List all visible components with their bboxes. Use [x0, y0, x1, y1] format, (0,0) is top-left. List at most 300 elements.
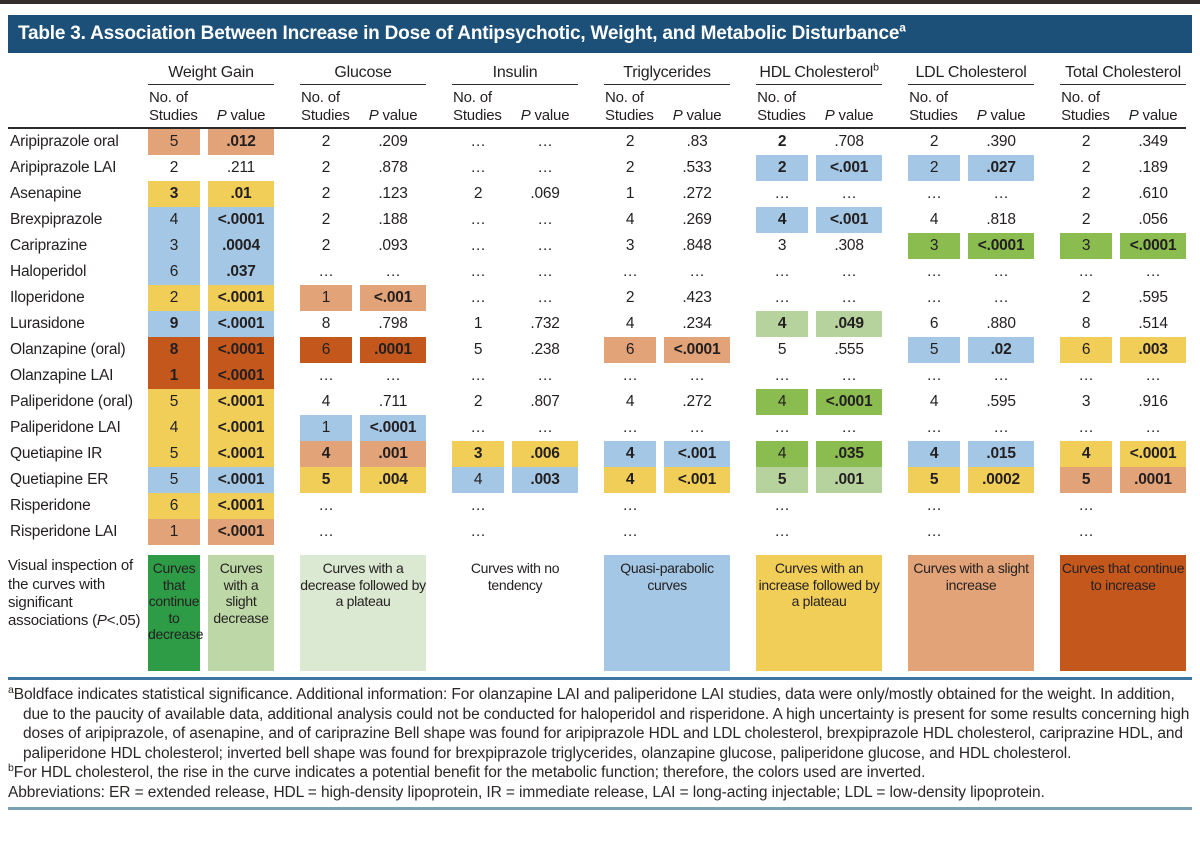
studies-cell: 2 — [929, 133, 939, 151]
studies-cell: … — [1078, 367, 1094, 385]
pvalue-cell: .012 — [208, 129, 274, 155]
studies-cell: … — [926, 523, 942, 541]
pvalue-cell: … — [385, 263, 401, 281]
pvalue-cell: … — [841, 419, 857, 437]
studies-cell: 3 — [908, 233, 960, 259]
studies-cell: 5 — [148, 389, 200, 415]
studies-cell: … — [470, 497, 486, 515]
studies-cell: 1 — [300, 415, 352, 441]
studies-cell: 9 — [148, 311, 200, 337]
footnote-b: $^b$For HDL cholesterol, the rise in the curve indicates a potential benefit for the metabolic function; therefore, the colors used are inverted. — [8, 762, 926, 782]
pvalue-cell: <.0001 — [208, 467, 274, 493]
pvalue-cell: <.0001 — [208, 285, 274, 311]
p-italic: P — [520, 107, 531, 125]
pvalue-cell: .272 — [682, 185, 712, 203]
studies-cell: … — [926, 367, 942, 385]
page-title: Table 3. Association Between Increase in Dose of Antipsychotic, Weight, and Metabolic Disturbance — [18, 23, 900, 44]
p-italic: P — [216, 107, 227, 125]
studies-cell: … — [1078, 497, 1094, 515]
studies-cell: … — [774, 263, 790, 281]
p-italic: P — [824, 107, 835, 125]
studies-cell: 5 — [148, 467, 200, 493]
bottom-rule — [8, 807, 1192, 810]
pvalue-cell: … — [537, 367, 553, 385]
pvalue-cell: .027 — [968, 155, 1034, 181]
studies-cell: 2 — [1081, 211, 1091, 229]
studies-cell: 2 — [625, 159, 635, 177]
pvalue-cell: <.0001 — [1120, 233, 1186, 259]
pvalue-cell: .234 — [682, 315, 712, 333]
drug-column-header — [8, 56, 148, 85]
pvalue-cell: .878 — [378, 159, 408, 177]
pvalue-cell: … — [537, 419, 553, 437]
studies-cell: 3 — [1081, 393, 1091, 411]
pvalue-cell: .188 — [378, 211, 408, 229]
studies-cell: 2 — [1081, 289, 1091, 307]
abbreviations-note: Abbreviations: ER = extended release, HDL = high-density lipoprotein, IR = immediate release, LAI = long-acting injectable; LDL = low-density lipoprotein. — [8, 783, 1045, 801]
pvalue-cell: <.0001 — [208, 311, 274, 337]
studies-cell: 2 — [777, 133, 787, 151]
studies-cell: … — [774, 185, 790, 203]
studies-cell: 5 — [756, 467, 808, 493]
pvalue-cell: .037 — [208, 259, 274, 285]
studies-cell: 2 — [756, 155, 808, 181]
pvalue-cell: <.0001 — [208, 207, 274, 233]
studies-cell: 8 — [148, 337, 200, 363]
studies-subheader: No. of Studies — [1061, 89, 1110, 124]
legend-row — [8, 555, 1186, 671]
pvalue-cell — [360, 519, 426, 545]
pvalue-cell: .555 — [834, 341, 864, 359]
subheader-row — [8, 85, 1186, 128]
pvalue-cell: … — [537, 159, 553, 177]
studies-cell: 6 — [604, 337, 656, 363]
studies-cell: 2 — [321, 211, 331, 229]
studies-cell: … — [470, 211, 486, 229]
p-italic: P — [976, 107, 987, 125]
table-row — [8, 155, 1186, 181]
pvalue-cell: .238 — [530, 341, 560, 359]
studies-cell: 6 — [1060, 337, 1112, 363]
studies-cell: 4 — [929, 211, 939, 229]
pvalue-cell: .711 — [378, 393, 408, 411]
studies-cell: 4 — [625, 211, 635, 229]
studies-cell: 3 — [625, 237, 635, 255]
pvalue-cell — [816, 493, 882, 519]
pvalue-cell: <.0001 — [208, 441, 274, 467]
pvalue-cell: … — [689, 419, 705, 437]
drug-name: Risperidone LAI — [10, 523, 118, 541]
studies-cell: 5 — [908, 467, 960, 493]
pvalue-cell: … — [993, 289, 1009, 307]
studies-cell: … — [774, 419, 790, 437]
drug-name: Risperidone — [10, 497, 91, 515]
studies-cell: 3 — [452, 441, 504, 467]
studies-cell: … — [470, 289, 486, 307]
pvalue-cell: .798 — [378, 315, 408, 333]
p-italic: P — [368, 107, 379, 125]
group-header-hdl-cholesterol: HDL Cholesterol$^b$ — [756, 56, 882, 85]
pvalue-cell: .015 — [968, 441, 1034, 467]
pvalue-cell: <.001 — [360, 285, 426, 311]
pvalue-cell: <.0001 — [208, 363, 274, 389]
studies-cell: … — [1078, 523, 1094, 541]
studies-cell: 6 — [148, 493, 200, 519]
studies-cell: 4 — [756, 389, 808, 415]
pvalue-subheader: P value — [1128, 107, 1178, 125]
group-header-triglycerides: Triglycerides — [604, 56, 730, 85]
studies-cell: 8 — [321, 315, 331, 333]
pvalue-cell: .0001 — [360, 337, 426, 363]
studies-cell: … — [774, 523, 790, 541]
footnote-a: $^a$Boldface indicates statistical significance. Additional information: For olanzapine LAI and paliperidone LAI studies, data were only/mostly obtained for the weight. In addition, due to the paucity of available data, additional analysis could not be conducted for haloperidol and risperidone. A high uncertainty is present for some results concerning high doses of aripiprazole, of asenapine, and of cariprazine Bell shape was found for aripiprazole HDL and LDL cholesterol, brexpiprazole HDL cholesterol, cariprazine HDL, and paliperidone HDL cholesterol; inverted bell shape was found for brexpiprazole triglycerides, olanzapine glucose, paliperidone glucose, and HDL cholesterol. — [8, 684, 1190, 762]
drug-name: Haloperidol — [10, 263, 87, 281]
studies-cell: 1 — [300, 285, 352, 311]
studies-cell: … — [774, 367, 790, 385]
studies-cell: 2 — [625, 133, 635, 151]
table-row — [8, 259, 1186, 285]
studies-cell: 1 — [148, 519, 200, 545]
studies-cell: … — [926, 497, 942, 515]
p-italic: P — [96, 612, 107, 630]
legend-cell: Curves with a slight decrease — [208, 555, 274, 671]
pvalue-cell: .848 — [682, 237, 712, 255]
pvalue-cell: .595 — [1138, 289, 1168, 307]
pvalue-cell: .83 — [686, 133, 708, 151]
studies-cell: 3 — [777, 237, 787, 255]
pvalue-cell: .0004 — [208, 233, 274, 259]
pvalue-cell: .0001 — [1120, 467, 1186, 493]
studies-cell: 4 — [604, 467, 656, 493]
table-row — [8, 493, 1186, 519]
studies-cell: 2 — [321, 133, 331, 151]
pvalue-cell: .818 — [986, 211, 1016, 229]
drug-name: Quetiapine ER — [10, 471, 109, 489]
pvalue-cell: … — [841, 289, 857, 307]
pvalue-cell — [968, 519, 1034, 545]
studies-cell: … — [622, 263, 638, 281]
pvalue-cell: … — [689, 367, 705, 385]
studies-cell: 4 — [1060, 441, 1112, 467]
legend-cell: Quasi-parabolic curves — [604, 555, 730, 671]
studies-cell: 4 — [756, 311, 808, 337]
pvalue-cell: … — [841, 185, 857, 203]
pvalue-cell: .514 — [1138, 315, 1168, 333]
pvalue-cell: .093 — [378, 237, 408, 255]
pvalue-cell: .595 — [986, 393, 1016, 411]
studies-cell: … — [622, 419, 638, 437]
studies-cell: 4 — [756, 207, 808, 233]
studies-cell: … — [470, 419, 486, 437]
drug-name: Lurasidone — [10, 315, 85, 333]
studies-cell: 1 — [473, 315, 483, 333]
studies-cell: … — [926, 289, 942, 307]
pvalue-cell — [512, 493, 578, 519]
title-superscript: a — [899, 20, 906, 35]
pvalue-cell: .308 — [834, 237, 864, 255]
pvalue-subheader: P value — [520, 107, 570, 125]
studies-cell: 5 — [908, 337, 960, 363]
group-header-row — [8, 56, 1186, 85]
pvalue-cell — [664, 519, 730, 545]
pvalue-cell: .533 — [682, 159, 712, 177]
legend-cell: Curves that continue to increase — [1060, 555, 1186, 671]
studies-cell: 4 — [625, 315, 635, 333]
legend-label: Visual inspection of the curves with significant associations (P<.05) — [8, 557, 141, 630]
studies-cell: 4 — [321, 393, 331, 411]
drug-name: Cariprazine — [10, 237, 88, 255]
pvalue-cell: .272 — [682, 393, 712, 411]
group-header-ldl-cholesterol: LDL Cholesterol — [908, 56, 1034, 85]
studies-cell: 2 — [1081, 133, 1091, 151]
pvalue-cell: .390 — [986, 133, 1016, 151]
studies-subheader: No. of Studies — [909, 89, 958, 124]
pvalue-cell: <.0001 — [208, 415, 274, 441]
pvalue-subheader: P value — [216, 107, 266, 125]
legend-gap — [8, 545, 1186, 555]
studies-cell: 2 — [908, 155, 960, 181]
studies-cell: … — [470, 263, 486, 281]
studies-cell: … — [318, 263, 334, 281]
studies-cell: 6 — [300, 337, 352, 363]
studies-cell: 1 — [625, 185, 635, 203]
pvalue-cell: .807 — [530, 393, 560, 411]
studies-cell: … — [926, 185, 942, 203]
pvalue-cell: … — [993, 185, 1009, 203]
drug-name: Aripiprazole oral — [10, 133, 119, 151]
pvalue-cell: .211 — [226, 159, 256, 177]
pvalue-cell: <.0001 — [664, 337, 730, 363]
pvalue-cell: <.0001 — [208, 493, 274, 519]
studies-cell: 5 — [300, 467, 352, 493]
pvalue-cell: .0002 — [968, 467, 1034, 493]
studies-subheader: No. of Studies — [605, 89, 654, 124]
studies-cell: 4 — [625, 393, 635, 411]
pvalue-cell — [968, 493, 1034, 519]
pvalue-subheader: P value — [824, 107, 874, 125]
studies-cell: … — [470, 133, 486, 151]
studies-cell: 4 — [452, 467, 504, 493]
table-row — [8, 181, 1186, 207]
group-header-weight-gain: Weight Gain — [148, 56, 274, 85]
pvalue-cell: .035 — [816, 441, 882, 467]
table-row — [8, 233, 1186, 259]
pvalue-cell: … — [537, 133, 553, 151]
studies-cell: 2 — [1081, 159, 1091, 177]
drug-name: Aripiprazole LAI — [10, 159, 117, 177]
pvalue-cell: … — [1145, 263, 1161, 281]
studies-cell: 6 — [929, 315, 939, 333]
drug-name: Paliperidone (oral) — [10, 393, 133, 411]
studies-cell: 4 — [148, 207, 200, 233]
pvalue-cell: <.001 — [816, 207, 882, 233]
pvalue-cell: <.0001 — [208, 389, 274, 415]
table-row — [8, 389, 1186, 415]
pvalue-cell — [1120, 519, 1186, 545]
studies-cell: … — [1078, 263, 1094, 281]
pvalue-cell: .003 — [1120, 337, 1186, 363]
pvalue-subheader: P value — [976, 107, 1026, 125]
pvalue-cell — [664, 493, 730, 519]
studies-cell: 4 — [604, 441, 656, 467]
pvalue-cell: .732 — [530, 315, 560, 333]
pvalue-cell: .004 — [360, 467, 426, 493]
legend-bottom-rule — [8, 677, 1192, 680]
pvalue-cell — [512, 519, 578, 545]
studies-subheader: No. of Studies — [301, 89, 350, 124]
pvalue-cell: <.0001 — [1120, 441, 1186, 467]
studies-cell: 5 — [148, 129, 200, 155]
table-row — [8, 129, 1186, 155]
studies-cell: … — [926, 419, 942, 437]
pvalue-cell: … — [537, 263, 553, 281]
studies-cell: 1 — [148, 363, 200, 389]
footnotes-section — [8, 685, 1192, 802]
pvalue-cell: .01 — [208, 181, 274, 207]
studies-cell: 2 — [321, 237, 331, 255]
metabolic-table — [8, 56, 1186, 671]
table-row — [8, 337, 1186, 363]
p-italic: P — [1128, 107, 1139, 125]
studies-cell: 2 — [321, 185, 331, 203]
pvalue-cell: .123 — [378, 185, 408, 203]
pvalue-cell: .003 — [512, 467, 578, 493]
pvalue-cell: .001 — [816, 467, 882, 493]
studies-cell: 4 — [929, 393, 939, 411]
pvalue-cell: … — [993, 263, 1009, 281]
studies-cell: 6 — [148, 259, 200, 285]
pvalue-cell: … — [1145, 419, 1161, 437]
studies-cell: 2 — [169, 159, 179, 177]
pvalue-cell: … — [537, 237, 553, 255]
pvalue-cell: .880 — [986, 315, 1016, 333]
pvalue-cell: .056 — [1138, 211, 1168, 229]
legend-cell: Curves that continue to decrease — [148, 555, 200, 671]
table-row — [8, 519, 1186, 545]
studies-cell: … — [470, 523, 486, 541]
pvalue-cell: .269 — [682, 211, 712, 229]
table-title-bar — [8, 15, 1192, 53]
table-row — [8, 467, 1186, 493]
studies-cell: 8 — [1081, 315, 1091, 333]
studies-cell: 2 — [473, 393, 483, 411]
p-italic: P — [672, 107, 683, 125]
pvalue-cell: … — [841, 263, 857, 281]
studies-cell: … — [774, 289, 790, 307]
pvalue-cell: … — [385, 367, 401, 385]
footnote-superscript: b — [8, 762, 14, 775]
pvalue-cell: … — [1145, 367, 1161, 385]
studies-cell: 2 — [148, 285, 200, 311]
pvalue-cell: <.0001 — [816, 389, 882, 415]
drug-name: Olanzapine (oral) — [10, 341, 126, 359]
pvalue-cell: <.001 — [664, 441, 730, 467]
studies-cell: 4 — [300, 441, 352, 467]
studies-subheader: No. of Studies — [453, 89, 502, 124]
studies-cell: 3 — [1060, 233, 1112, 259]
studies-cell: 4 — [756, 441, 808, 467]
legend-cell: Curves with no tendency — [470, 560, 560, 593]
pvalue-cell: … — [537, 211, 553, 229]
group-header-insulin: Insulin — [452, 56, 578, 85]
studies-cell: 2 — [321, 159, 331, 177]
pvalue-cell: .916 — [1138, 393, 1168, 411]
drug-name: Paliperidone LAI — [10, 419, 121, 437]
pvalue-cell: .209 — [378, 133, 408, 151]
group-superscript: b — [873, 61, 879, 74]
drug-name: Olanzapine LAI — [10, 367, 114, 385]
studies-subheader: No. of Studies — [149, 89, 198, 124]
table-row — [8, 415, 1186, 441]
studies-cell: 2 — [625, 289, 635, 307]
pvalue-cell: .006 — [512, 441, 578, 467]
pvalue-cell: … — [993, 419, 1009, 437]
group-header-glucose: Glucose — [300, 56, 426, 85]
studies-cell: … — [318, 523, 334, 541]
pvalue-cell: <.001 — [816, 155, 882, 181]
drug-name: Brexpiprazole — [10, 211, 103, 229]
top-rule — [0, 0, 1200, 4]
studies-cell: 5 — [473, 341, 483, 359]
pvalue-cell: .049 — [816, 311, 882, 337]
legend-cell: Curves with a decrease followed by a plateau — [300, 555, 426, 671]
pvalue-cell: <.0001 — [968, 233, 1034, 259]
pvalue-cell: .02 — [968, 337, 1034, 363]
table-row — [8, 441, 1186, 467]
pvalue-cell: <.001 — [664, 467, 730, 493]
pvalue-cell: … — [537, 289, 553, 307]
legend-cell: Curves with a slight increase — [908, 555, 1034, 671]
pvalue-subheader: P value — [672, 107, 722, 125]
drug-name: Quetiapine IR — [10, 445, 103, 463]
studies-subheader: No. of Studies — [757, 89, 806, 124]
pvalue-cell: <.0001 — [208, 337, 274, 363]
group-header-total-cholesterol: Total Cholesterol — [1060, 56, 1186, 85]
table-row — [8, 207, 1186, 233]
studies-cell: … — [1078, 419, 1094, 437]
studies-cell: 2 — [1081, 185, 1091, 203]
pvalue-cell: .069 — [530, 185, 560, 203]
pvalue-cell: .610 — [1138, 185, 1168, 203]
pvalue-cell — [360, 493, 426, 519]
drug-name: Asenapine — [10, 185, 82, 203]
studies-cell: 4 — [908, 441, 960, 467]
studies-cell: … — [622, 367, 638, 385]
table-row — [8, 363, 1186, 389]
pvalue-cell — [816, 519, 882, 545]
studies-cell: … — [318, 367, 334, 385]
pvalue-cell: .423 — [682, 289, 712, 307]
pvalue-cell — [1120, 493, 1186, 519]
pvalue-cell: <.0001 — [360, 415, 426, 441]
pvalue-cell: .349 — [1138, 133, 1168, 151]
pvalue-cell: .189 — [1138, 159, 1168, 177]
studies-cell: … — [470, 159, 486, 177]
pvalue-subheader: P value — [368, 107, 418, 125]
studies-cell: 3 — [148, 233, 200, 259]
studies-cell: … — [470, 237, 486, 255]
studies-cell: 4 — [148, 415, 200, 441]
drug-name: Iloperidone — [10, 289, 85, 307]
footnote-superscript: a — [8, 684, 14, 697]
pvalue-cell: … — [689, 263, 705, 281]
studies-cell: … — [622, 523, 638, 541]
pvalue-cell: .708 — [834, 133, 864, 151]
studies-cell: … — [470, 367, 486, 385]
pvalue-cell: .001 — [360, 441, 426, 467]
legend-cell: Curves with an increase followed by a plateau — [756, 555, 882, 671]
pvalue-cell: … — [993, 367, 1009, 385]
